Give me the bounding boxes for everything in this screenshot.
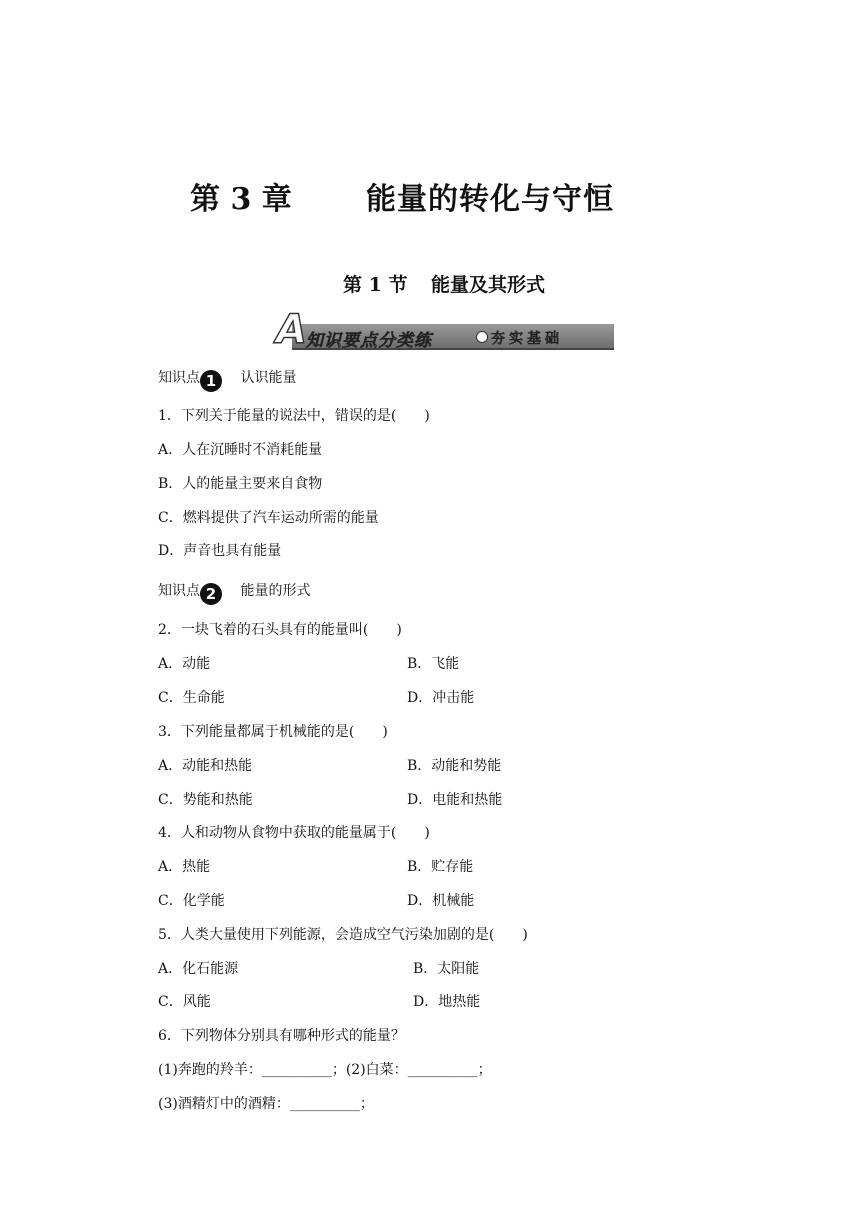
banner-letter: A (276, 307, 307, 353)
question-1-stem: 1．下列关于能量的说法中，错误的是( ) (158, 408, 430, 424)
number-1-badge-icon: 1 (200, 370, 222, 392)
question-1-option-b: B．人的能量主要来自食物 (158, 476, 323, 492)
question-5-option-a: A．化石能源 (158, 961, 239, 977)
question-5-option-b: B．太阳能 (413, 961, 480, 977)
knowledge-point-title: 能量的形式 (240, 583, 311, 599)
question-5-option-c: C．风能 (158, 994, 211, 1010)
knowledge-point-prefix: 知识点 (158, 583, 200, 599)
number-2-badge-icon: 2 (200, 583, 222, 605)
question-3-option-c: C．势能和热能 (158, 792, 253, 808)
chapter-title: 能量的转化与守恒 (366, 182, 614, 217)
banner-dot-icon (476, 331, 488, 343)
question-4-option-b: B．贮存能 (407, 859, 474, 875)
question-2-option-b: B．飞能 (407, 656, 460, 672)
question-2-option-d: D．冲击能 (407, 690, 475, 706)
knowledge-point-prefix: 知识点 (158, 370, 200, 386)
banner-sub-text: 夯实基础 (491, 331, 563, 347)
question-6-line-1: (1)奔跑的羚羊：__________；(2)白菜：__________； (158, 1062, 492, 1078)
question-3-stem: 3．下列能量都属于机械能的是( ) (158, 724, 388, 740)
question-5-stem: 5．人类大量使用下列能源，会造成空气污染加剧的是( ) (158, 927, 528, 943)
chapter-number: 第 3 章 (190, 182, 292, 217)
question-3-option-d: D．电能和热能 (407, 792, 503, 808)
question-6-stem: 6．下列物体分别具有哪种形式的能量？ (158, 1028, 405, 1044)
question-2-option-c: C．生命能 (158, 690, 225, 706)
section-title: 能量及其形式 (431, 274, 546, 296)
banner-main-text: 知识要点分类练 (306, 331, 432, 351)
knowledge-point-title: 认识能量 (240, 370, 297, 386)
practice-banner (276, 307, 616, 353)
knowledge-point-2 (158, 580, 310, 605)
question-4-option-d: D．机械能 (407, 893, 475, 909)
knowledge-point-1 (158, 367, 296, 392)
question-6-line-2: (3)酒精灯中的酒精：__________； (158, 1096, 374, 1112)
question-3-option-a: A．动能和热能 (158, 758, 253, 774)
question-4-stem: 4．人和动物从食物中获取的能量属于( ) (158, 825, 430, 841)
question-1-option-a: A．人在沉睡时不消耗能量 (158, 442, 323, 458)
question-2-stem: 2．一块飞着的石头具有的能量叫( ) (158, 622, 402, 638)
question-5-option-d: D．地热能 (413, 994, 481, 1010)
section-number: 第 1 节 (343, 274, 408, 296)
question-3-option-b: B．动能和势能 (407, 758, 502, 774)
question-4-option-a: A．热能 (158, 859, 211, 875)
question-4-option-c: C．化学能 (158, 893, 225, 909)
question-2-option-a: A．动能 (158, 656, 211, 672)
question-1-option-c: C．燃料提供了汽车运动所需的能量 (158, 510, 379, 526)
question-1-option-d: D．声音也具有能量 (158, 543, 282, 559)
